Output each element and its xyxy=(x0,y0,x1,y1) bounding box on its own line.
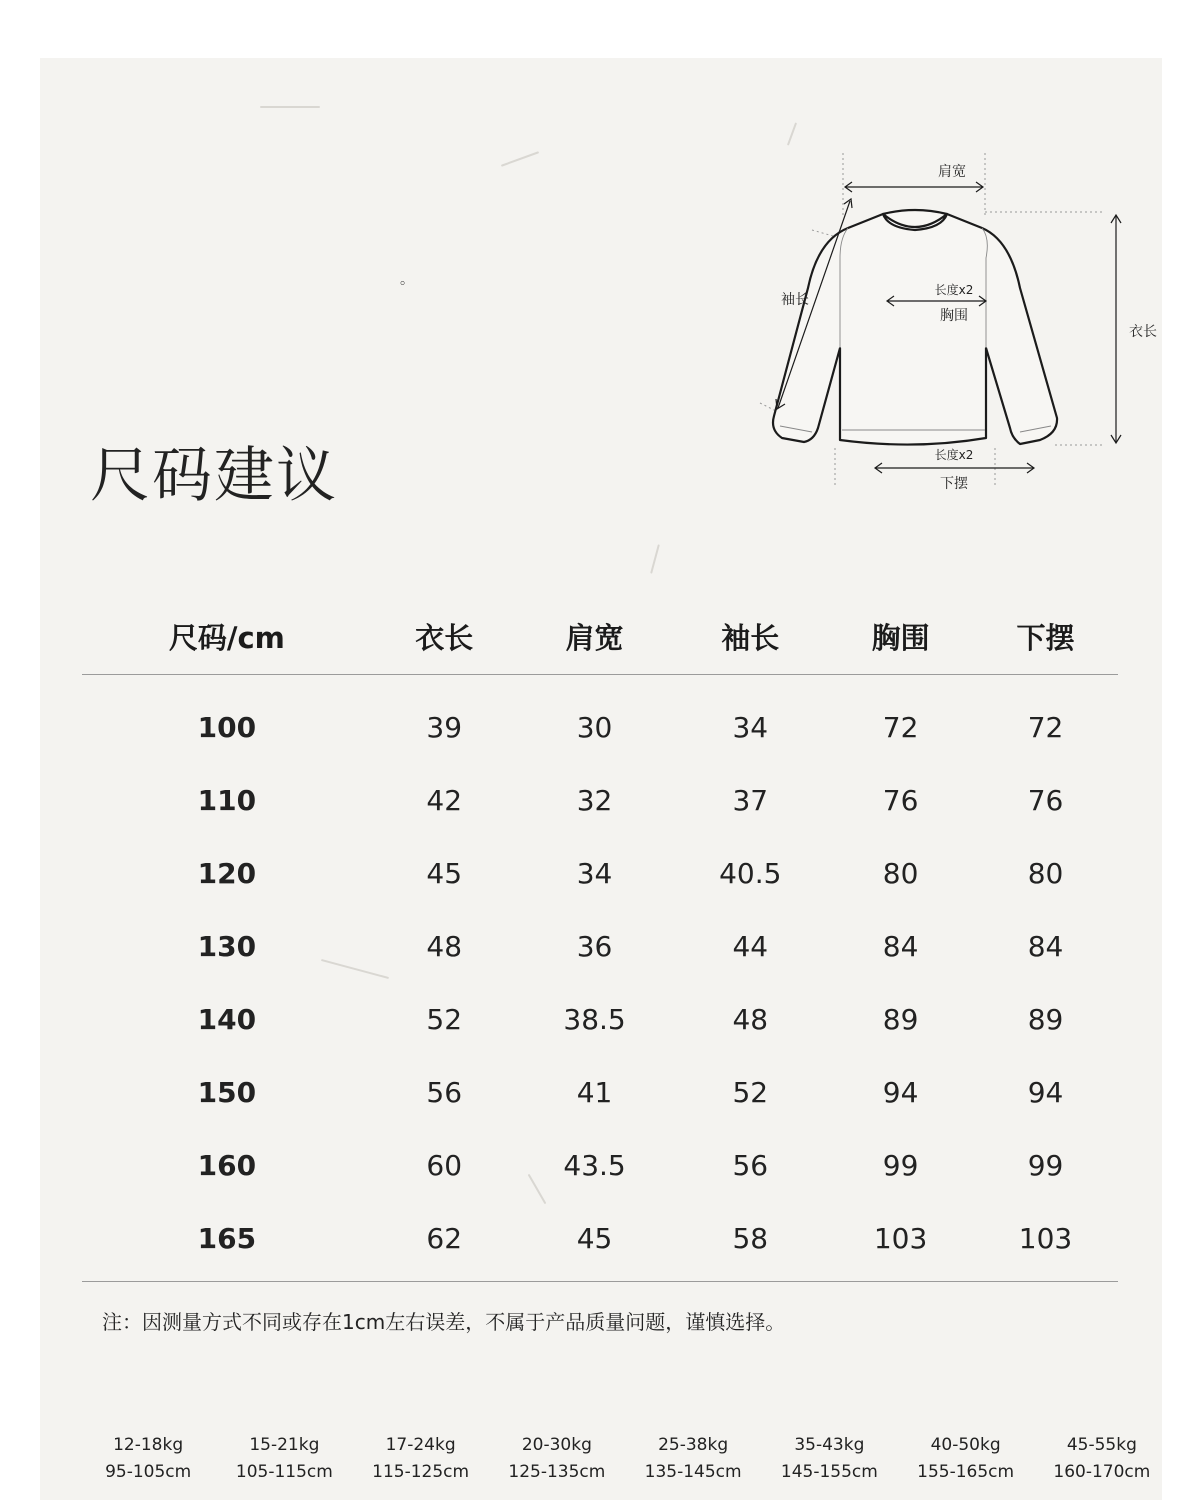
weight-range: 25-38kg xyxy=(658,1435,729,1455)
column-header-body-length: 衣长 xyxy=(372,598,517,675)
range-item xyxy=(761,1432,897,1486)
size-guide-page xyxy=(40,58,1162,1500)
shoulder-width-cell: 34 xyxy=(576,857,613,890)
sleeve-length-cell: 48 xyxy=(732,1003,769,1036)
table-row xyxy=(82,1056,1118,1129)
shoulder-width-cell: 32 xyxy=(576,784,613,817)
shoulder-width-cell: 36 xyxy=(576,930,613,963)
page-title: 尺码建议 xyxy=(90,441,338,511)
shoulder-width-label: 肩宽 xyxy=(938,164,966,180)
size-cell: 100 xyxy=(197,711,257,744)
sweatshirt-icon xyxy=(720,148,1157,508)
hem-cell: 103 xyxy=(973,1202,1118,1282)
table-row xyxy=(82,1129,1118,1202)
height-range: 115-125cm xyxy=(372,1462,470,1482)
height-range: 155-165cm xyxy=(917,1462,1015,1482)
chest-cell: 72 xyxy=(882,711,919,744)
sleeve-length-label: 袖长 xyxy=(781,292,809,308)
size-cell: 120 xyxy=(197,857,257,890)
hem-note-label: 长度x2 xyxy=(934,448,974,462)
height-range: 125-135cm xyxy=(508,1462,606,1482)
hem-cell: 94 xyxy=(1027,1076,1064,1109)
shoulder-width-cell: 41 xyxy=(576,1076,613,1109)
sleeve-length-cell: 37 xyxy=(732,784,769,817)
sleeve-length-cell: 44 xyxy=(732,930,769,963)
table-row xyxy=(82,1202,1118,1282)
sleeve-length-cell: 58 xyxy=(672,1202,828,1282)
column-header-chest: 胸围 xyxy=(828,598,973,675)
hem-label: 下摆 xyxy=(940,476,968,492)
height-range: 105-115cm xyxy=(235,1462,333,1482)
chest-note-label: 长度x2 xyxy=(934,283,974,297)
body-length-cell: 62 xyxy=(372,1202,517,1282)
range-item xyxy=(625,1432,761,1486)
hem-cell: 76 xyxy=(1027,784,1064,817)
column-header-sleeve-length: 袖长 xyxy=(672,598,828,675)
range-item xyxy=(216,1432,352,1486)
column-header-shoulder-width: 肩宽 xyxy=(517,598,673,675)
size-cell: 160 xyxy=(197,1149,257,1182)
weight-range: 35-43kg xyxy=(794,1435,865,1455)
hem-cell: 99 xyxy=(1027,1149,1064,1182)
size-cell: 150 xyxy=(197,1076,257,1109)
paper-texture xyxy=(501,151,539,167)
body-length-cell: 48 xyxy=(426,930,463,963)
hem-cell: 89 xyxy=(1027,1003,1064,1036)
weight-height-ranges xyxy=(80,1432,1170,1486)
table-row xyxy=(82,983,1118,1056)
sleeve-length-cell: 56 xyxy=(732,1149,769,1182)
column-header-hem: 下摆 xyxy=(973,598,1118,675)
size-cell: 140 xyxy=(197,1003,257,1036)
hem-cell: 84 xyxy=(1027,930,1064,963)
table-header-row xyxy=(82,598,1118,675)
sleeve-length-cell: 52 xyxy=(732,1076,769,1109)
chest-cell: 99 xyxy=(882,1149,919,1182)
height-range: 160-170cm xyxy=(1053,1462,1151,1482)
hem-cell: 72 xyxy=(1027,711,1064,744)
body-length-cell: 45 xyxy=(426,857,463,890)
body-length-cell: 42 xyxy=(426,784,463,817)
size-cell: 110 xyxy=(197,784,257,817)
size-table xyxy=(82,598,1118,1282)
body-length-cell: 60 xyxy=(426,1149,463,1182)
range-item xyxy=(898,1432,1034,1486)
paper-texture xyxy=(260,106,320,108)
height-range: 145-155cm xyxy=(780,1462,878,1482)
measurement-note: 注：因测量方式不同或存在1cm左右误差，不属于产品质量问题，谨慎选择。 xyxy=(102,1310,786,1334)
column-header-size: 尺码/cm xyxy=(82,598,372,675)
garment-measurement-diagram xyxy=(720,148,1157,508)
table-row xyxy=(82,675,1118,765)
size-cell: 130 xyxy=(197,930,257,963)
shoulder-width-cell: 38.5 xyxy=(563,1003,626,1036)
height-range: 135-145cm xyxy=(644,1462,742,1482)
chest-cell: 76 xyxy=(882,784,919,817)
paper-texture xyxy=(650,544,660,573)
chest-cell: 89 xyxy=(882,1003,919,1036)
paper-texture xyxy=(787,122,797,145)
shoulder-width-cell: 30 xyxy=(576,711,613,744)
body-length-cell: 56 xyxy=(426,1076,463,1109)
chest-cell: 84 xyxy=(882,930,919,963)
weight-range: 17-24kg xyxy=(385,1435,456,1455)
body-length-cell: 39 xyxy=(426,711,463,744)
weight-range: 45-55kg xyxy=(1066,1435,1137,1455)
size-cell: 165 xyxy=(82,1202,372,1282)
shoulder-width-cell: 45 xyxy=(517,1202,673,1282)
chest-cell: 94 xyxy=(882,1076,919,1109)
weight-range: 20-30kg xyxy=(521,1435,592,1455)
table-row xyxy=(82,837,1118,910)
body-length-cell: 52 xyxy=(426,1003,463,1036)
height-range: 95-105cm xyxy=(105,1462,192,1482)
table-row xyxy=(82,910,1118,983)
table-row xyxy=(82,764,1118,837)
range-item xyxy=(1034,1432,1170,1486)
chest-label: 胸围 xyxy=(940,308,968,324)
weight-range: 12-18kg xyxy=(113,1435,184,1455)
body-length-label: 衣长 xyxy=(1129,324,1157,340)
weight-range: 40-50kg xyxy=(930,1435,1001,1455)
sleeve-length-cell: 40.5 xyxy=(719,857,782,890)
hem-cell: 80 xyxy=(1027,857,1064,890)
shoulder-width-cell: 43.5 xyxy=(563,1149,626,1182)
decorative-dot: 。 xyxy=(400,272,414,288)
range-item xyxy=(489,1432,625,1486)
sleeve-length-cell: 34 xyxy=(732,711,769,744)
chest-cell: 80 xyxy=(882,857,919,890)
range-item xyxy=(80,1432,216,1486)
range-item xyxy=(353,1432,489,1486)
chest-cell: 103 xyxy=(828,1202,973,1282)
weight-range: 15-21kg xyxy=(249,1435,320,1455)
